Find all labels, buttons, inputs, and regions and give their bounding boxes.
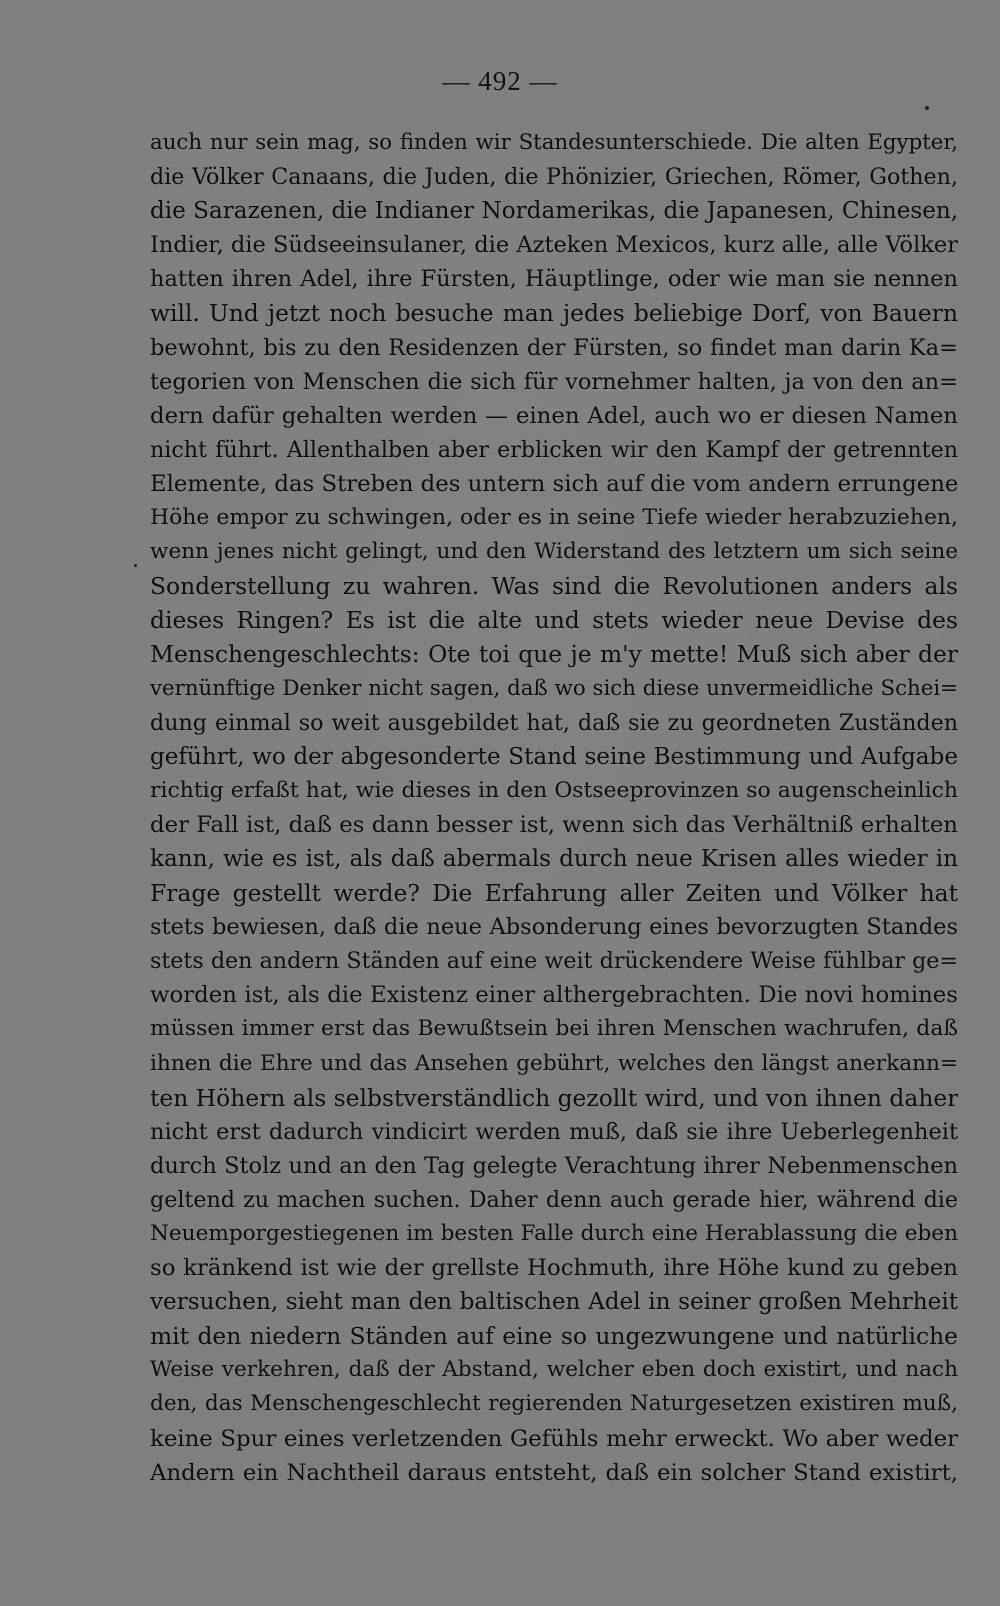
text-line: dieses Ringen? Es ist die alte und stets wieder neue Devise des (150, 606, 958, 635)
text-line: tegorien von Menschen die sich für vornehmer halten, ja von den an= (150, 368, 958, 395)
text-line: müssen immer erst das Bewußtsein bei ihren Menschen wachrufen, daß (150, 1016, 958, 1042)
body-text (150, 126, 958, 1490)
text-line: stets den andern Ständen auf eine weit drückendere Weise fühlbar ge= (150, 948, 958, 975)
text-line: durch Stolz und an den Tag gelegte Verachtung ihrer Nebenmenschen (150, 1152, 958, 1179)
text-line: ten Höhern als selbstverständlich gezollt wird, und von ihnen daher (150, 1083, 958, 1112)
text-line: kann, wie es ist, als daß abermals durch neue Krisen alles wieder in (150, 845, 958, 872)
ink-speck (134, 564, 137, 567)
text-line: geführt, wo der abgesonderte Stand seine Bestimmung und Aufgabe (150, 743, 958, 770)
text-line: dern dafür gehalten werden — einen Adel, auch wo er diesen Namen (150, 402, 958, 429)
text-line: wenn jenes nicht gelingt, und den Widerstand des letztern um sich seine (150, 539, 958, 565)
text-line: worden ist, als die Existenz einer althergebrachten. Die novi homines (150, 982, 958, 1009)
text-line: nicht erst dadurch vindicirt werden muß, daß sie ihre Ueberlegenheit (150, 1118, 958, 1145)
text-line: mit den niedern Ständen auf eine so ungezwungene und natürliche (150, 1322, 958, 1351)
text-line: Weise verkehren, daß der Abstand, welcher eben doch existirt, und nach (150, 1357, 958, 1383)
text-line: Neuemporgestiegenen im besten Falle durch eine Herablassung die eben (150, 1221, 958, 1246)
text-line: Frage gestellt werde? Die Erfahrung aller Zeiten und Völker hat (150, 879, 958, 908)
text-line: so kränkend ist wie der grellste Hochmuth, ihre Höhe kund zu geben (150, 1255, 958, 1282)
text-line: Menschengeschlechts: Ote toi que je m'y mette! Muß sich aber der (150, 640, 958, 669)
text-line: richtig erfaßt hat, wie dieses in den Ostseeprovinzen so augenscheinlich (150, 777, 958, 803)
text-line: der Fall ist, daß es dann besser ist, wenn sich das Verhältniß erhalten (150, 811, 958, 838)
text-line: bewohnt, bis zu den Residenzen der Fürsten, so findet man darin Ka= (150, 334, 958, 361)
text-line: Höhe empor zu schwingen, oder es in seine Tiefe wieder herabzuziehen, (150, 505, 958, 531)
text-line: ihnen die Ehre und das Ansehen gebührt, welches den längst anerkann= (150, 1050, 958, 1076)
text-line: Sonderstellung zu wahren. Was sind die Revolutionen anders als (150, 572, 958, 601)
text-line: dung einmal so weit ausgebildet hat, daß sie zu geordneten Zuständen (150, 709, 958, 736)
text-line: geltend zu machen suchen. Daher denn auch gerade hier, während die (150, 1186, 958, 1213)
text-line: keine Spur eines verletzenden Gefühls mehr erweckt. Wo aber weder (150, 1425, 958, 1452)
ink-speck (925, 106, 929, 110)
text-line: will. Und jetzt noch besuche man jedes beliebige Dorf, von Bauern (150, 299, 958, 328)
text-line: den, das Menschengeschlecht regierenden Naturgesetzen existiren muß, (150, 1391, 958, 1417)
text-line: auch nur sein mag, so finden wir Standesunterschiede. Die alten Egypter, (150, 130, 958, 155)
text-line: stets bewiesen, daß die neue Absonderung eines bevorzugten Standes (150, 914, 958, 941)
text-line: vernünftige Denker nicht sagen, daß wo sich diese unvermeidliche Schei= (150, 675, 958, 701)
text-line: die Sarazenen, die Indianer Nordamerikas, die Japanesen, Chinesen, (150, 198, 958, 225)
text-line: nicht führt. Allenthalben aber erblicken wir den Kampf der getrennten (150, 436, 958, 463)
text-line: Elemente, das Streben des untern sich auf die vom andern errungene (150, 470, 958, 497)
text-line: Andern ein Nachtheil daraus entsteht, daß ein solcher Stand existirt, (150, 1459, 958, 1486)
text-line: Indier, die Südseeinsulaner, die Azteken Mexicos, kurz alle, alle Völker (150, 232, 958, 259)
text-line: versuchen, sieht man den baltischen Adel in seiner großen Mehrheit (150, 1289, 958, 1316)
text-line: die Völker Canaans, die Juden, die Phönizier, Griechen, Römer, Gothen, (150, 164, 958, 191)
text-line: hatten ihren Adel, ihre Fürsten, Häuptlinge, oder wie man sie nennen (150, 266, 958, 293)
page-number: — 492 — (442, 66, 558, 96)
